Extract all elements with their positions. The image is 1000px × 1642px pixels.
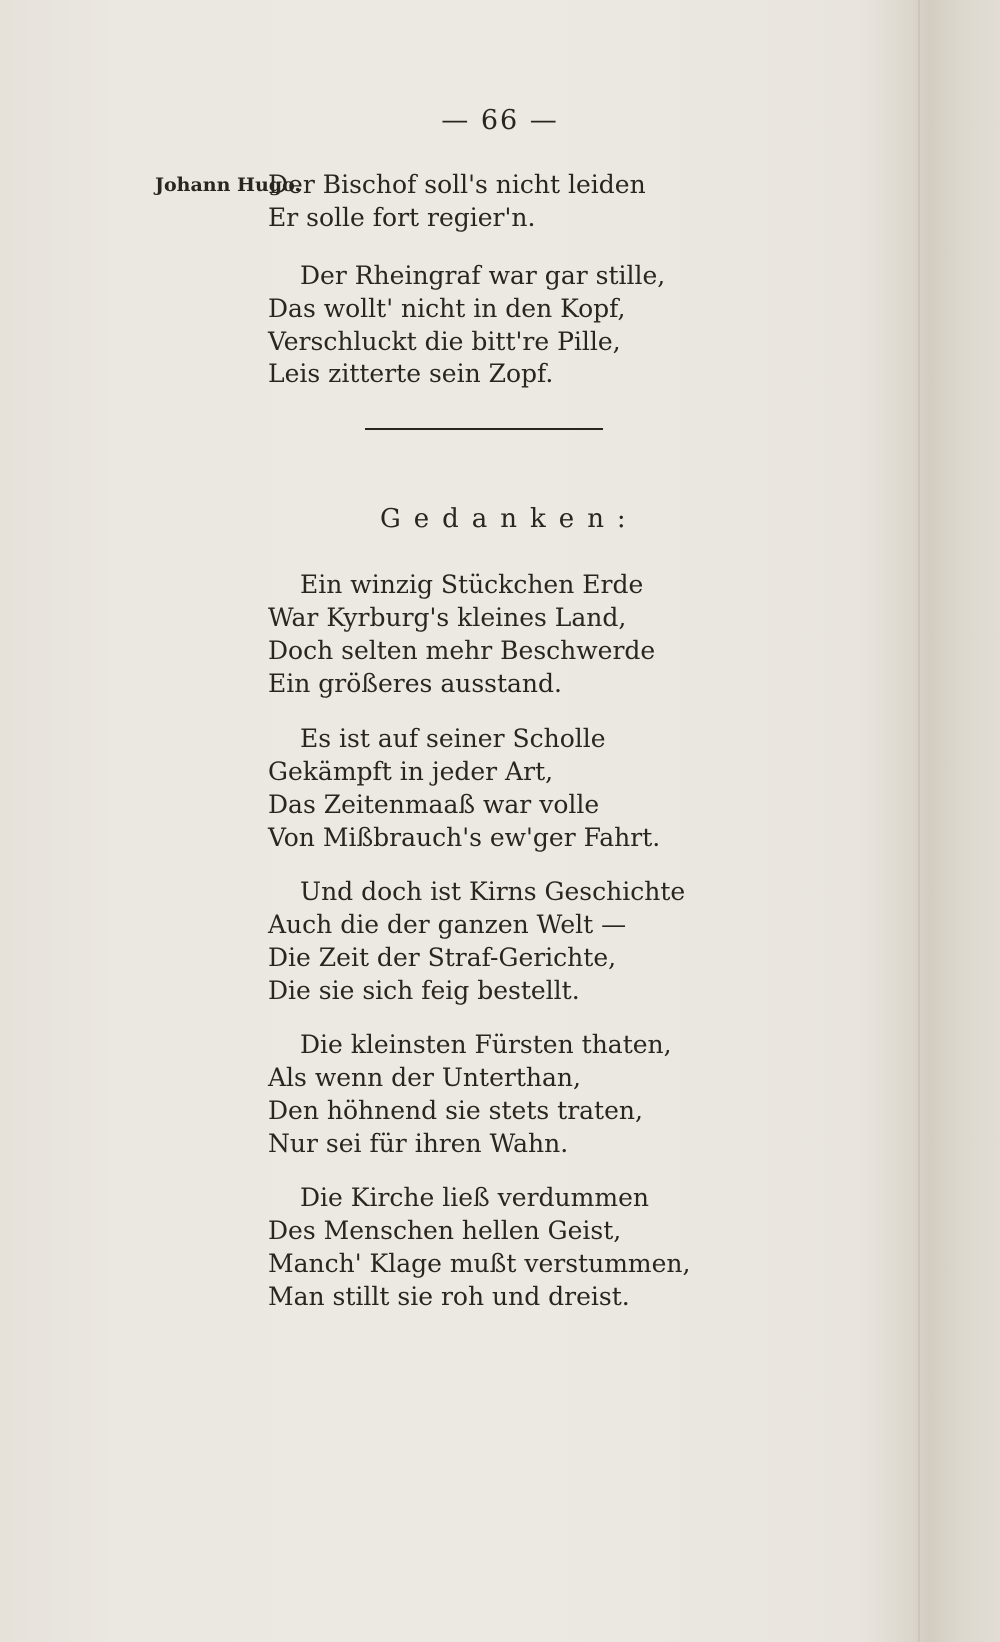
- poem-line: War Kyrburg's kleines Land,: [268, 603, 627, 632]
- page-number: — 66 —: [441, 105, 559, 136]
- poem-line: Die kleinsten Fürsten thaten,: [300, 1030, 672, 1059]
- poem-line: Auch die der ganzen Welt —: [268, 910, 627, 939]
- poem-line: Es ist auf seiner Scholle: [300, 724, 606, 753]
- poem-line: Von Mißbrauch's ew'ger Fahrt.: [268, 823, 661, 852]
- poem-line: Die Kirche ließ verdummen: [300, 1183, 649, 1212]
- poem-line: Leis zitterte sein Zopf.: [268, 359, 554, 388]
- poem-line: Und doch ist Kirns Geschichte: [300, 877, 686, 906]
- poem-line: Des Menschen hellen Geist,: [268, 1216, 622, 1245]
- poem-line: Gekämpft in jeder Art,: [268, 757, 554, 786]
- poem-line: Als wenn der Unterthan,: [268, 1063, 581, 1092]
- poem-line: Manch' Klage mußt verstummen,: [268, 1249, 691, 1278]
- poem-line: Verschluckt die bitt're Pille,: [268, 327, 621, 356]
- section-heading: Gedanken:: [380, 504, 639, 534]
- poem-line: Nur sei für ihren Wahn.: [268, 1129, 569, 1158]
- poem-line: Ein größeres ausstand.: [268, 669, 562, 698]
- section-divider: [365, 428, 603, 430]
- page-gutter: [918, 0, 920, 1642]
- poem-line: Er solle fort regier'n.: [268, 203, 536, 232]
- poem-line: Die sie sich feig bestellt.: [268, 976, 580, 1005]
- poem-line: Den höhnend sie stets traten,: [268, 1096, 643, 1125]
- poem-line: Man stillt sie roh und dreist.: [268, 1282, 630, 1311]
- poem-line: Die Zeit der Straf-Gerichte,: [268, 943, 617, 972]
- poem-line: Ein winzig Stückchen Erde: [300, 570, 644, 599]
- poem-line: Der Bischof soll's nicht leiden: [268, 170, 646, 199]
- poem-line: Der Rheingraf war gar stille,: [300, 261, 666, 290]
- poem-line: Das wollt' nicht in den Kopf,: [268, 294, 626, 323]
- poem-line: Doch selten mehr Beschwerde: [268, 636, 656, 665]
- poem-line: Das Zeitenmaaß war volle: [268, 790, 600, 819]
- speaker-label: Johann Hugo.: [155, 174, 302, 196]
